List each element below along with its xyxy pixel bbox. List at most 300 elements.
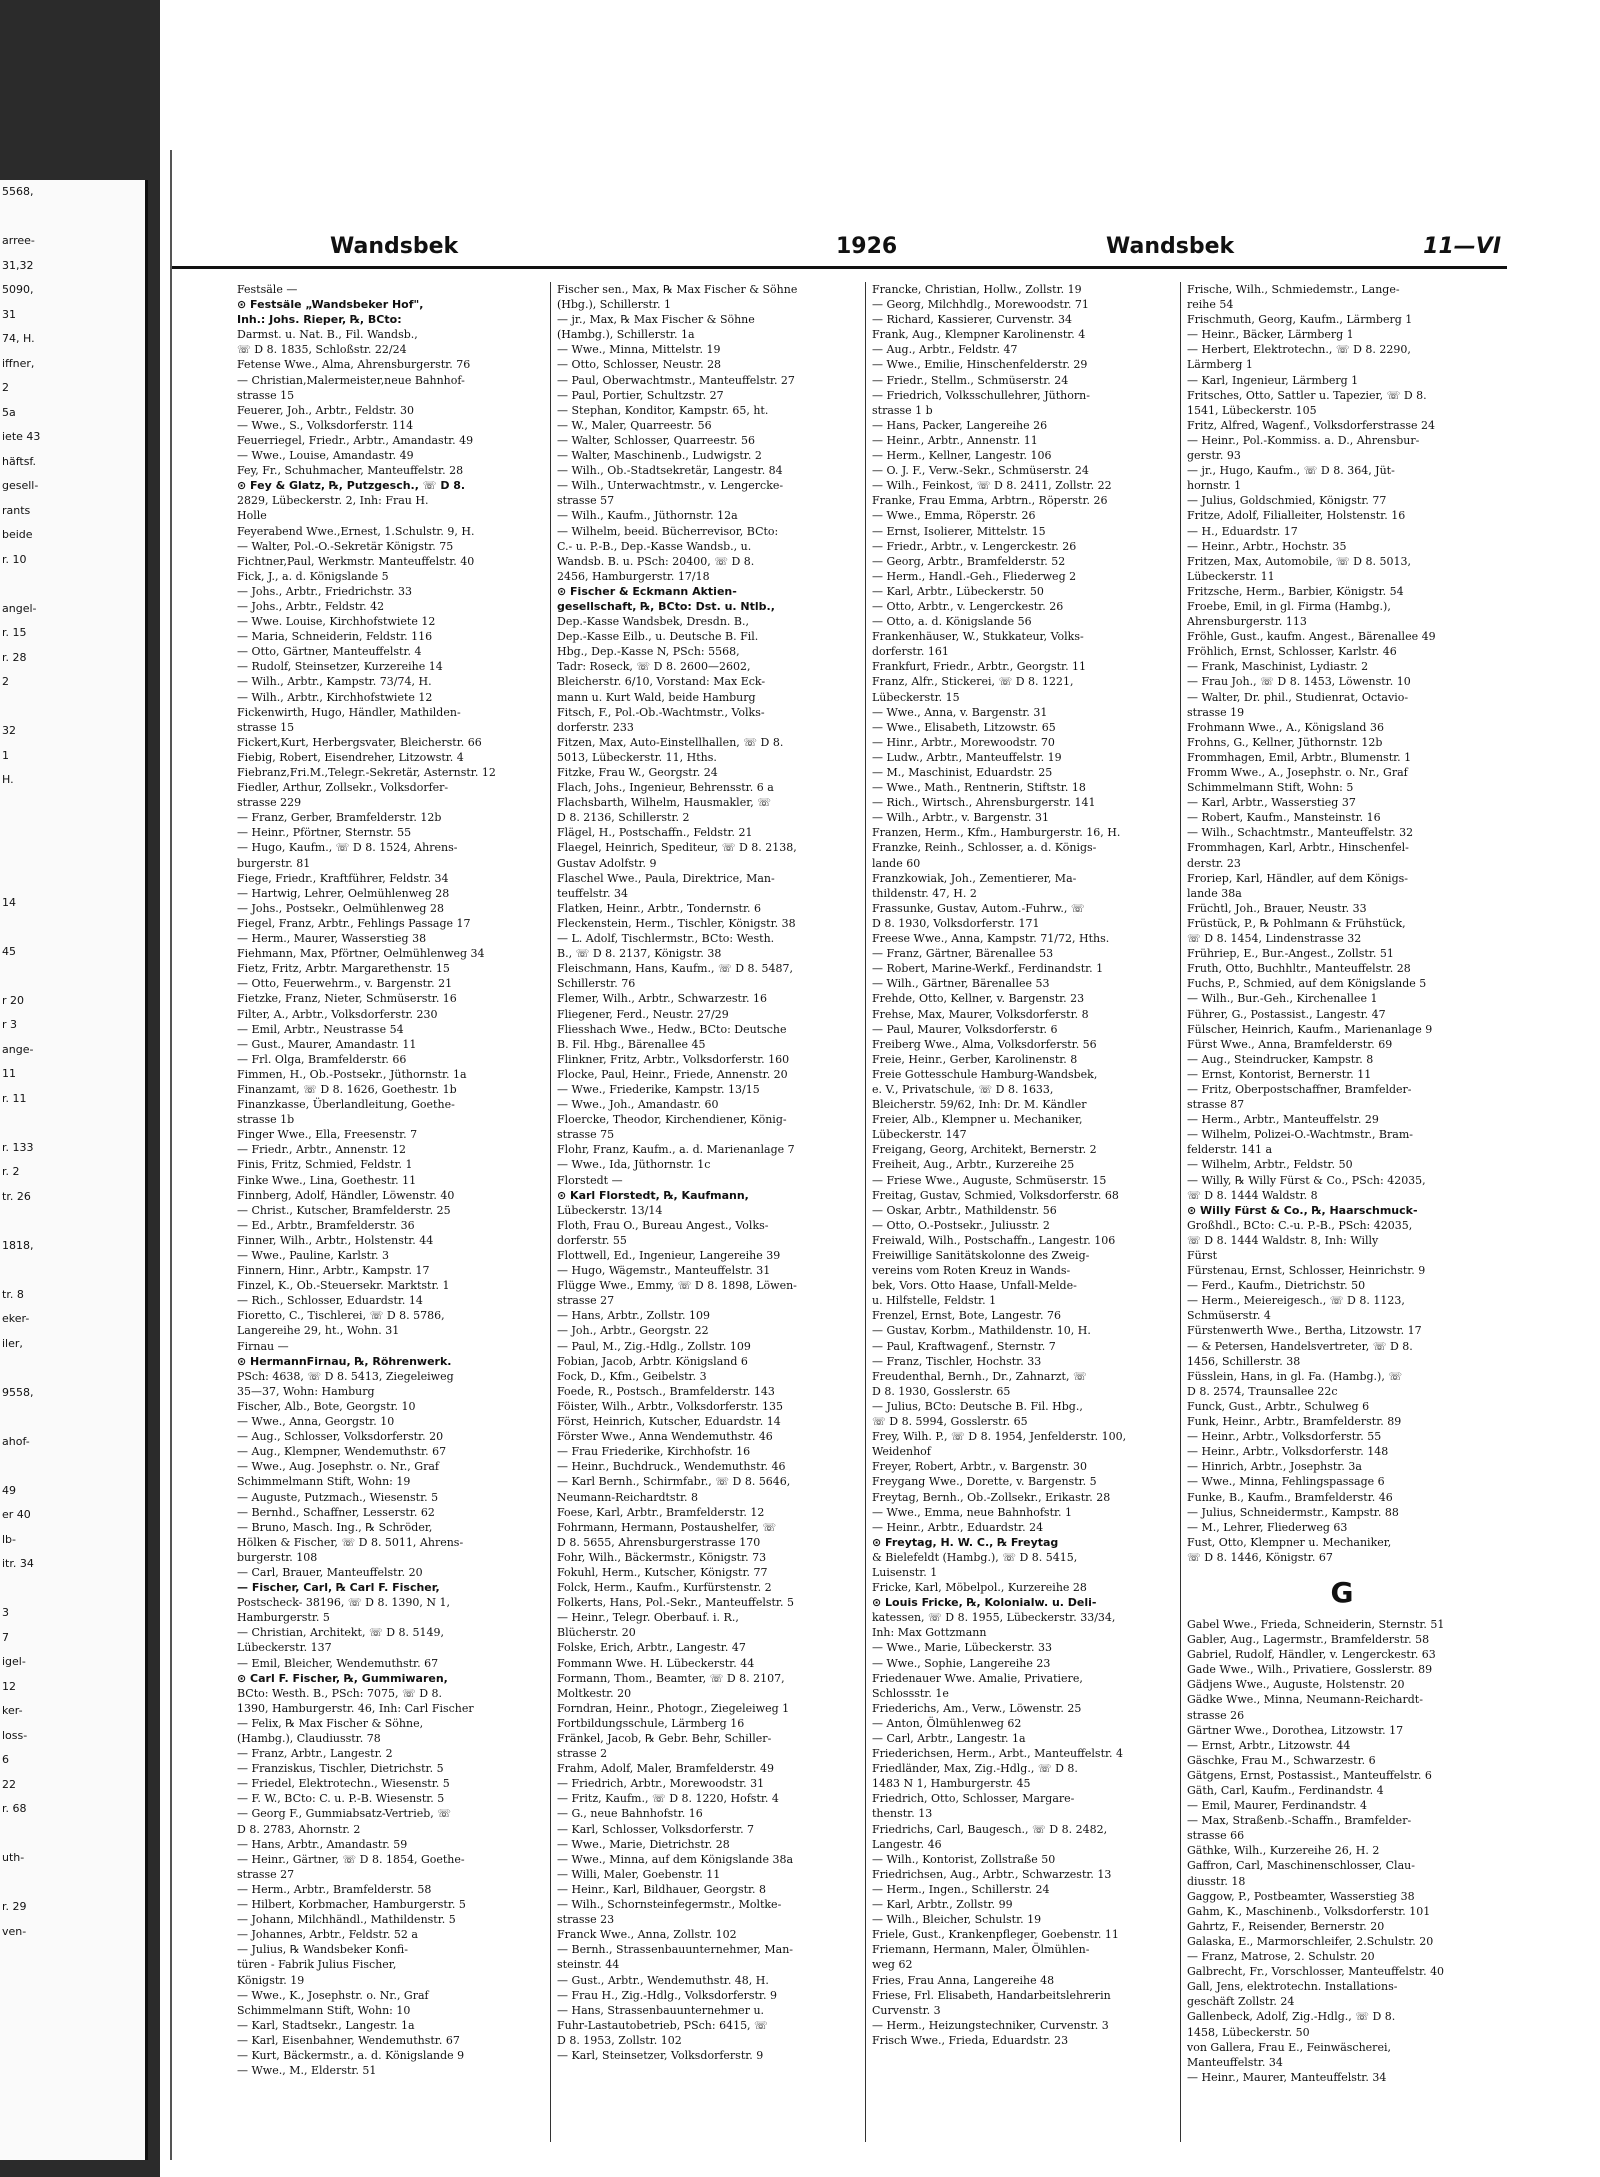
directory-entry: — Aug., Arbtr., Feldstr. 47 [872,343,1018,357]
directory-entry: — Wwe., Anna, Georgstr. 10 [237,1415,395,1429]
directory-entry: ⊙ Festsäle „Wandsbeker Hof", [237,298,424,312]
directory-entry: — Wilh., Arbtr., v. Bargenstr. 31 [872,811,1049,825]
directory-entry: 1541, Lübeckerstr. 105 [1187,403,1317,417]
directory-entry: — Friedrich, Arbtr., Morewoodstr. 31 [557,1777,765,1791]
directory-entry: — Frank, Maschinist, Lydiastr. 2 [1187,660,1369,674]
directory-entry: Fimmen, H., Ob.-Postsekr., Jüthornstr. 1a [237,1067,467,1081]
directory-entry: Gabel Wwe., Frieda, Schneiderin, Sternstr. 51 [1187,1617,1445,1631]
directory-entry: — Willi, Maler, Goebenstr. 11 [557,1867,721,1881]
left-page-text-fragment: arree- [2,234,35,247]
directory-entry: — Wwe., S., Volksdorferstr. 114 [237,418,414,432]
directory-entry: Friedenauer Wwe. Amalie, Privatiere, [872,1671,1083,1685]
directory-entry: Frühriep, E., Bur.-Angest., Zollstr. 51 [1187,947,1394,961]
directory-entry: Froriep, Karl, Händler, auf dem Königs- [1187,871,1408,885]
directory-entry: Gustav Adolfstr. 9 [557,856,657,870]
left-page-text-fragment: uth- [2,1851,25,1864]
directory-entry: & Bielefeldt (Hambg.), ☏ D 8. 5415, [872,1550,1078,1564]
directory-entry: Freie Gottesschule Hamburg-Wandsbek, [872,1067,1098,1081]
left-page-text-fragment [0,866,145,891]
directory-entry: — Heinr., Bäcker, Lärmberg 1 [1187,328,1354,342]
left-page-text-fragment: 3 [2,1606,9,1619]
directory-entry: Florstedt — [557,1173,623,1187]
directory-entry: — Georg, Milchhdlg., Morewoodstr. 71 [872,298,1089,312]
directory-entry: — Herm., Maurer, Wasserstieg 38 [237,932,427,946]
directory-entry: — Frau H., Zig.-Hdlg., Volksdorferstr. 9 [557,1988,777,2002]
left-page-text-fragment: ahof- [2,1434,30,1448]
directory-entry: Folkerts, Hans, Pol.-Sekr., Manteuffelstr. 5 [557,1596,794,1610]
directory-entry: — Ernst, Kontorist, Bernerstr. 11 [1187,1067,1372,1081]
directory-entry: — H., Eduardstr. 17 [1187,524,1298,538]
directory-entry: Curvenstr. 3 [872,2003,941,2017]
directory-entry: Schlossstr. 1e [872,1686,949,1700]
directory-entry: Großhdl., BCto: C.-u. P.-B., PSch: 42035, [1187,1218,1413,1232]
directory-entry: Finner, Wilh., Arbtr., Holstenstr. 44 [237,1233,434,1247]
directory-entry: — Wwe., Ida, Jüthornstr. 1c [557,1158,711,1172]
directory-entry: Frommhagen, Karl, Arbtr., Hinschenfel- [1187,841,1409,855]
directory-entry: Freie, Heinr., Gerber, Karolinenstr. 8 [872,1052,1078,1066]
directory-entry: ⊙ Carl F. Fischer, ℞, Gummiwaren, [237,1671,448,1685]
directory-entry: — Heinr., Maurer, Manteuffelstr. 34 [1187,2070,1387,2084]
directory-entry: e. V., Privatschule, ☏ D 8. 1633, [872,1082,1054,1096]
left-page-text-fragment: 5090, [2,283,34,296]
directory-entry: u. Hilfstelle, Feldstr. 1 [872,1294,997,1308]
directory-entry: — Ludw., Arbtr., Manteuffelstr. 19 [872,750,1062,764]
directory-entry: Fioretto, C., Tischlerei, ☏ D 8. 5786, [237,1309,445,1323]
directory-entry: Feyerabend Wwe.,Ernest, 1.Schulstr. 9, H. [237,524,475,538]
directory-entry: Gade Wwe., Wilh., Privatiere, Gosslerstr. 89 [1187,1663,1433,1677]
directory-entry: Frohmann Wwe., A., Königsland 36 [1187,720,1384,734]
left-page-text-fragment: 14 [2,895,16,909]
directory-entry: — Hans, Arbtr., Zollstr. 109 [557,1309,710,1323]
left-page-text-fragment: r. 28 [2,650,27,664]
directory-entry: — Karl, Arbtr., Wasserstieg 37 [1187,796,1356,810]
directory-entry: Fickenwirth, Hugo, Händler, Mathilden- [237,705,461,719]
directory-entry: — Wwe., Marie, Lübeckerstr. 33 [872,1641,1052,1655]
column-1 [237,282,547,2142]
directory-entry: — Heinr., Pförtner, Sternstr. 55 [237,826,412,840]
directory-entry: — & Petersen, Handelsvertreter, ☏ D 8. [1187,1339,1413,1353]
directory-entry: (Hambg.), Schillerstr. 1a [557,328,695,342]
directory-entry: — Wwe., Emma, neue Bahnhofstr. 1 [872,1505,1073,1519]
directory-entry: — Hartwig, Lehrer, Oelmühlenweg 28 [237,886,450,900]
directory-entry: — Franz, Arbtr., Langestr. 2 [237,1747,393,1761]
left-page-text-fragment: r. 10 [2,552,27,566]
directory-entry: — Herm., Arbtr., Bramfelderstr. 58 [237,1882,432,1896]
directory-entry: Flaegel, Heinrich, Spediteur, ☏ D 8. 2138, [557,841,797,855]
left-page-text-fragment: er 40 [2,1508,31,1521]
directory-entry: — Herm., Arbtr., Manteuffelstr. 29 [1187,1113,1379,1127]
directory-entry: — Wwe., Minna, Fehlingspassage 6 [1187,1475,1385,1489]
directory-entry: — Wwe., K., Josephstr. o. Nr., Graf [237,1988,429,2002]
directory-entry: Weidenhof [872,1445,931,1459]
directory-page [170,150,1572,2160]
left-page-text-fragment: H. [2,773,14,786]
directory-entry: — Heinr., Karl, Bildhauer, Georgstr. 8 [557,1882,767,1896]
left-page-text-fragment: gesell- [2,479,39,492]
directory-entry: — Wilh., Arbtr., Kampstr. 73/74, H. [237,675,432,689]
directory-entry: — Karl, Steinsetzer, Volksdorferstr. 9 [557,2048,764,2062]
directory-entry: — Karl, Schlosser, Volksdorferstr. 7 [557,1822,755,1836]
directory-entry: — Robert, Marine-Werkf., Ferdinandstr. 1 [872,962,1104,976]
directory-entry: — Kurt, Bäckermstr., a. d. Königslande 9 [237,2048,465,2062]
directory-entry: — Anton, Ölmühlenweg 62 [872,1716,1022,1730]
left-page-text-fragment: 2 [2,675,9,688]
directory-entry: — Heinr., Arbtr., Annenstr. 11 [872,433,1038,447]
directory-entry: — Heinr., Pol.-Kommiss. a. D., Ahrensbur- [1187,433,1420,447]
directory-entry: — Aug., Schlosser, Volksdorferstr. 20 [237,1430,444,1444]
directory-entry: — Walter, Pol.-O.-Sekretär Königstr. 75 [237,539,454,553]
directory-entry: — Gust., Maurer, Amandastr. 11 [237,1037,417,1051]
directory-entry: Fritsches, Otto, Sattler u. Tapezier, ☏ D 8. [1187,388,1427,402]
left-page-text-fragment: itr. 34 [2,1557,34,1570]
directory-entry: Franzen, Herm., Kfm., Hamburgerstr. 16, H. [872,826,1121,840]
directory-entry: — Emil, Bleicher, Wendemuthstr. 67 [237,1656,439,1670]
left-page-text-fragment: angel- [2,601,37,615]
left-page-text-fragment: lb- [2,1532,17,1546]
directory-entry: — Paul, Oberwachtmstr., Manteuffelstr. 27 [557,373,795,387]
directory-entry: ⊙ Fischer & Eckmann Aktien- [557,584,737,598]
left-page-text-fragment [0,817,145,842]
directory-entry: ☏ D 8. 5994, Gosslerstr. 65 [872,1415,1028,1429]
directory-entry: Franzkowiak, Joh., Zementierer, Ma- [872,871,1077,885]
directory-entry: ⊙ HermannFirnau, ℞, Röhrenwerk. [237,1354,452,1368]
left-page-text-fragment: ange- [2,1042,34,1056]
directory-entry: ☏ D 8. 1835, Schloßstr. 22/24 [237,343,407,357]
directory-entry: Gädjens Wwe., Auguste, Holstenstr. 20 [1187,1678,1405,1692]
directory-entry: — M., Lehrer, Fliederweg 63 [1187,1520,1348,1534]
directory-entry: Froebe, Emil, in gl. Firma (Hambg.), [1187,599,1391,613]
directory-entry: Fuchs, P., Schmied, auf dem Königslande 5 [1187,977,1427,991]
directory-entry: Fock, D., Kfm., Geibelstr. 3 [557,1369,707,1383]
directory-entry: C.- u. P.-B., Dep.-Kasse Wandsb., u. [557,539,752,553]
directory-entry: — Franz, Gerber, Bramfelderstr. 12b [237,811,442,825]
directory-entry: Inh.: Johs. Rieper, ℞, BCto: [237,313,402,327]
directory-entry: Flohr, Franz, Kaufm., a. d. Marienanlage 7 [557,1143,795,1157]
header-right-title: Wandsbek [1106,234,1235,259]
directory-entry: — Wwe., Joh., Amandastr. 60 [557,1098,719,1112]
directory-entry: — Oskar, Arbtr., Mathildenstr. 56 [872,1203,1057,1217]
directory-entry: — Heinr., Arbtr., Volksdorferstr. 55 [1187,1430,1382,1444]
directory-entry: — Johs., Arbtr., Friedrichstr. 33 [237,584,413,598]
directory-entry: Franzke, Reinh., Schlosser, a. d. Königs- [872,841,1097,855]
directory-entry: Fröhlich, Ernst, Schlosser, Karlstr. 46 [1187,645,1397,659]
directory-entry: Frommhagen, Emil, Arbtr., Blumenstr. 1 [1187,750,1412,764]
directory-entry: Freytag, Bernh., Ob.-Zollsekr., Erikastr. 28 [872,1490,1111,1504]
directory-entry: Wandsb. B. u. PSch: 20400, ☏ D 8. [557,554,755,568]
left-page-text-fragment [0,1111,145,1136]
directory-entry: Bleicherstr. 59/62, Inh: Dr. M. Kändler [872,1098,1087,1112]
directory-entry: — Hans, Packer, Langereihe 26 [872,418,1048,432]
directory-entry: Frohns, G., Kellner, Jüthornstr. 12b [1187,735,1383,749]
directory-entry: strasse 19 [1187,705,1245,719]
directory-entry: dorferstr. 55 [557,1233,627,1247]
directory-entry: Langestr. 46 [872,1837,942,1851]
directory-entry: Frahm, Adolf, Maler, Bramfelderstr. 49 [557,1762,774,1776]
left-page-text-fragment: 22 [2,1777,16,1791]
left-page-text-fragment [0,1822,145,1847]
directory-entry: strasse 75 [557,1128,615,1142]
directory-entry: reihe 54 [1187,298,1234,312]
left-page-text-fragment [0,915,145,940]
directory-entry: ⊙ Willy Fürst & Co., ℞, Haarschmuck- [1187,1203,1418,1217]
directory-entry: Flottwell, Ed., Ingenieur, Langereihe 39 [557,1249,781,1262]
directory-entry: — Friese Wwe., Auguste, Schmüserstr. 15 [872,1173,1107,1187]
directory-entry: — Bernh., Strassenbauunternehmer, Man- [557,1943,793,1957]
directory-entry: Fitzke, Frau W., Georgstr. 24 [557,766,718,779]
directory-entry: Flügge Wwe., Emmy, ☏ D 8. 1898, Löwen- [557,1279,797,1293]
directory-entry: strasse 26 [1187,1708,1245,1722]
directory-entry: Fliegener, Ferd., Neustr. 27/29 [557,1007,729,1021]
directory-entry: Frehse, Max, Maurer, Volksdorferstr. 8 [872,1007,1089,1021]
directory-entry: Först, Heinrich, Kutscher, Eduardstr. 14 [557,1415,781,1429]
directory-entry: — Fritz, Kaufm., ☏ D 8. 1220, Hofstr. 4 [557,1792,779,1806]
directory-entry: — Wilh., Bleicher, Schulstr. 19 [872,1913,1042,1927]
directory-entry: Finanzamt, ☏ D 8. 1626, Goethestr. 1b [237,1082,457,1096]
directory-entry: Freyer, Robert, Arbtr., v. Bargenstr. 30 [872,1460,1088,1474]
directory-entry: Fries, Frau Anna, Langereihe 48 [872,1973,1055,1987]
directory-entry: — Ed., Arbtr., Bramfelderstr. 36 [237,1218,415,1232]
directory-entry: — Christian, Architekt, ☏ D 8. 5149, [237,1626,445,1640]
directory-entry: — Herbert, Elektrotechn., ☏ D 8. 2290, [1187,343,1411,357]
directory-entry: — Hinrich, Arbtr., Josephstr. 3a [1187,1460,1362,1474]
directory-entry: Fritzsche, Herm., Barbier, Königstr. 54 [1187,584,1404,598]
directory-entry: Festsäle — [237,283,298,296]
directory-entry: Bleicherstr. 6/10, Vorstand: Max Eck- [557,675,766,689]
directory-entry: D 8. 2136, Schillerstr. 2 [557,811,690,825]
directory-entry: Fritzen, Max, Automobile, ☏ D 8. 5013, [1187,554,1411,568]
directory-entry: mann u. Kurt Wald, beide Hamburg [557,690,756,704]
directory-entry: Postscheck- 38196, ☏ D 8. 1390, N 1, [237,1596,451,1610]
directory-entry: — Joh., Arbtr., Georgstr. 22 [557,1324,709,1338]
directory-entry: — Heinr., Gärtner, ☏ D 8. 1854, Goethe- [237,1852,465,1866]
directory-entry: Fortbildungsschule, Lärmberg 16 [557,1716,745,1730]
directory-entry: — F. W., BCto: C. u. P.-B. Wiesenstr. 5 [237,1792,445,1806]
left-page-text-fragment: iler, [2,1336,23,1350]
directory-entry: Fick, J., a. d. Königslande 5 [237,569,389,583]
directory-entry: 2829, Lübeckerstr. 2, Inh: Frau H. [237,494,429,508]
directory-entry: — Aug., Klempner, Wendemuthstr. 67 [237,1445,447,1459]
left-page-text-fragment: 12 [2,1679,16,1693]
directory-entry: — Karl, Ingenieur, Lärmberg 1 [1187,373,1359,387]
directory-entry: Führer, G., Postassist., Langestr. 47 [1187,1007,1386,1021]
left-page-text-fragment: r. 2 [2,1165,20,1178]
directory-entry: thildenstr. 47, H. 2 [872,886,977,900]
directory-entry: — Wilh., Arbtr., Kirchhofstwiete 12 [237,690,433,704]
directory-entry: — Herm., Heizungstechniker, Curvenstr. 3 [872,2018,1109,2032]
directory-entry: Fleckenstein, Herm., Tischler, Königstr. 38 [557,916,796,930]
directory-entry: — Bruno, Masch. Ing., ℞ Schröder, [237,1520,433,1534]
directory-entry: strasse 87 [1187,1098,1245,1112]
directory-entry: — Herm., Ingen., Schillerstr. 24 [872,1882,1050,1896]
directory-entry: — Max, Straßenb.-Schaffn., Bramfelder- [1187,1814,1412,1828]
left-page-text-fragment: 11 [2,1067,16,1080]
directory-entry: Schmüserstr. 4 [1187,1309,1271,1323]
directory-entry: Flocke, Paul, Heinr., Friede, Annenstr. 20 [557,1067,788,1081]
directory-entry: — Carl, Arbtr., Langestr. 1a [872,1732,1026,1745]
directory-entry: strasse 1b [237,1113,295,1127]
left-page-text-fragment [0,1356,145,1381]
directory-entry: Schimmelmann Stift, Wohn: 5 [1187,781,1354,795]
directory-entry: Filter, A., Arbtr., Volksdorferstr. 230 [237,1007,438,1021]
directory-entry: Freier, Alb., Klempner u. Mechaniker, [872,1113,1083,1127]
directory-entry: — Walter, Schlosser, Quarreestr. 56 [557,433,755,447]
directory-entry: Schimmelmann Stift, Wohn: 19 [237,1475,411,1489]
directory-entry: Forndran, Heinr., Photogr., Ziegeleiweg 1 [557,1701,790,1715]
directory-entry: Frankenhäuser, W., Stukkateur, Volks- [872,630,1084,644]
directory-entry: — Stephan, Konditor, Kampstr. 65, ht. [557,403,769,417]
left-page-text-fragment: beide [2,528,33,541]
directory-entry: — Emil, Arbtr., Neustrasse 54 [237,1022,404,1036]
directory-entry: thenstr. 13 [872,1807,933,1821]
directory-entry: dorferstr. 233 [557,720,634,734]
directory-entry: von Gallera, Frau E., Feinwäscherei, [1187,2040,1391,2054]
directory-entry: vereins vom Roten Kreuz in Wands- [872,1264,1071,1278]
directory-entry: Lübeckerstr. 15 [872,690,960,704]
directory-entry: Freiwillige Sanitätskolonne des Zweig- [872,1249,1090,1262]
column-2 [557,282,867,2142]
directory-entry: Gärtner Wwe., Dorothea, Litzowstr. 17 [1187,1723,1404,1737]
directory-entry: strasse 1 b [872,403,933,417]
directory-entry: — Bernhd., Schaffner, Lesserstr. 62 [237,1505,435,1519]
directory-entry: — Friedr., Stellm., Schmüserstr. 24 [872,373,1069,387]
directory-entry: Gäthke, Wilh., Kurzereihe 26, H. 2 [1187,1844,1380,1858]
directory-entry: Gahrtz, F., Reisender, Bernerstr. 20 [1187,1919,1385,1933]
left-page-text-fragment [0,1871,145,1896]
directory-entry: D 8. 2574, Traunsallee 22c [1187,1384,1338,1398]
directory-entry: Fickert,Kurt, Herbergsvater, Bleicherstr. 66 [237,735,482,749]
directory-entry: Fritz, Alfred, Wagenf., Volksdorferstrasse 24 [1187,418,1435,432]
header-left-title: Wandsbek [330,234,459,259]
directory-entry: Fürstenwerth Wwe., Bertha, Litzowstr. 17 [1187,1324,1422,1338]
directory-entry: Fischer sen., Max, ℞ Max Fischer & Söhne [557,283,798,296]
left-page-text-fragment: 32 [2,724,16,737]
directory-entry: Friedländer, Max, Zig.-Hdlg., ☏ D 8. [872,1762,1078,1776]
left-page-text-fragment [0,205,145,230]
directory-entry: ⊙ Karl Florstedt, ℞, Kaufmann, [557,1188,749,1202]
directory-entry: — O. J. F., Verw.-Sekr., Schmüserstr. 24 [872,464,1089,478]
directory-entry: hornstr. 1 [1187,479,1242,493]
directory-entry: Lübeckerstr. 137 [237,1641,332,1655]
directory-entry: Freygang Wwe., Dorette, v. Bargenstr. 5 [872,1475,1097,1489]
directory-entry: Franck Wwe., Anna, Zollstr. 102 [557,1928,737,1942]
directory-entry: — Wilh., Gärtner, Bärenallee 53 [872,977,1050,991]
directory-entry: Fürst Wwe., Anna, Bramfelderstr. 69 [1187,1037,1393,1051]
left-page-text-fragment: r 3 [2,1018,18,1031]
directory-entry: — Hinr., Arbtr., Morewoodstr. 70 [872,735,1055,749]
directory-entry: — Christ., Kutscher, Bramfelderstr. 25 [237,1203,451,1217]
directory-entry: derstr. 23 [1187,856,1241,870]
directory-entry: Blücherstr. 20 [557,1626,636,1640]
directory-entry: ⊙ Fey & Glatz, ℞, Putzgesch., ☏ D 8. [237,479,466,493]
left-page-text-fragment: loss- [2,1728,28,1742]
header-year: 1926 [836,234,898,259]
directory-entry: katessen, ☏ D 8. 1955, Lübeckerstr. 33/34, [872,1611,1116,1625]
directory-entry: Dep.-Kasse Wandsbek, Dresdn. B., [557,615,749,629]
directory-entry: — Wilh., Schachtmstr., Manteuffelstr. 32 [1187,826,1414,840]
left-page-text-fragment: tr. 8 [2,1287,24,1301]
left-page-text-fragment: tr. 26 [2,1189,31,1203]
left-page-text-fragment: 5a [2,405,16,419]
directory-entry: Fitsch, F., Pol.-Ob.-Wachtmstr., Volks- [557,705,765,719]
directory-entry: — Wilh., Kaufm., Jüthornstr. 12a [557,509,738,523]
left-page-text-fragment [0,1454,145,1479]
directory-entry: teuffelstr. 34 [557,886,628,900]
directory-entry: — Otto, Arbtr., v. Lengerckestr. 26 [872,599,1064,613]
left-page-text-fragment: 7 [2,1630,9,1644]
directory-entry: Firnau — [237,1339,289,1353]
directory-entry: — Christian,Malermeister,neue Bahnhof- [237,373,465,387]
directory-entry: Langereihe 29, ht., Wohn. 31 [237,1324,400,1338]
directory-entry: Föister, Wilh., Arbtr., Volksdorferstr. 135 [557,1399,783,1413]
directory-entry: — Hugo, Kaufm., ☏ D 8. 1524, Ahrens- [237,841,458,855]
directory-entry: Formann, Thom., Beamter, ☏ D 8. 2107, [557,1671,785,1685]
directory-entry: Fietz, Fritz, Arbtr. Margarethenstr. 15 [237,962,450,976]
directory-entry: Feuerer, Joh., Arbtr., Feldstr. 30 [237,403,414,417]
directory-entry: — Hans, Arbtr., Amandastr. 59 [237,1837,408,1851]
left-page-text-fragment [0,842,145,867]
directory-entry: Frisch Wwe., Frieda, Eduardstr. 23 [872,2033,1069,2047]
directory-entry: — W., Maler, Quarreestr. 56 [557,418,712,432]
directory-entry: — Wilh., Kontorist, Zollstraße 50 [872,1852,1056,1866]
directory-entry: Folske, Erich, Arbtr., Langestr. 47 [557,1641,746,1655]
directory-entry: Lübeckerstr. 13/14 [557,1203,663,1217]
directory-entry: diusstr. 18 [1187,1874,1246,1888]
directory-entry: Fiehmann, Max, Pförtner, Oelmühlenweg 34 [237,947,485,961]
directory-entry: strasse 2 [557,1747,608,1761]
directory-entry: Friese, Frl. Elisabeth, Handarbeitslehrerin [872,1988,1111,2002]
directory-entry: — Otto, Schlosser, Neustr. 28 [557,358,722,372]
directory-entry: — jr., Hugo, Kaufm., ☏ D 8. 364, Jüt- [1187,464,1395,478]
directory-entry: Schimmelmann Stift, Wohn: 10 [237,2003,411,2017]
directory-entry: — Willy, ℞ Willy Fürst & Co., PSch: 42035, [1187,1173,1426,1187]
directory-entry: Freiberg Wwe., Alma, Volksdorferstr. 56 [872,1037,1097,1051]
directory-entry: — Herm., Kellner, Langestr. 106 [872,449,1052,463]
directory-entry: — Paul, Kraftwagenf., Sternstr. 7 [872,1339,1056,1353]
directory-entry: Flemer, Wilh., Arbtr., Schwarzestr. 16 [557,992,767,1006]
directory-entry: — Richard, Kassierer, Curvenstr. 34 [872,313,1072,327]
directory-entry: Fobian, Jacob, Arbtr. Königsland 6 [557,1354,748,1368]
directory-entry: — Franz, Tischler, Hochstr. 33 [872,1354,1042,1368]
directory-entry: — Hugo, Wägemstr., Manteuffelstr. 31 [557,1264,771,1278]
directory-entry: — Wwe., Minna, Mittelstr. 19 [557,343,721,357]
left-page-text-fragment: 5568, [2,185,34,198]
directory-entry: — Wilh., Schornsteinfegermstr., Moltke- [557,1898,782,1912]
directory-entry: Flinkner, Fritz, Arbtr., Volksdorferstr. 160 [557,1052,790,1066]
directory-entry: Flachsbarth, Wilhelm, Hausmakler, ☏ [557,796,772,810]
directory-entry: ☏ D 8. 1444 Waldstr. 8, Inh: Willy [1187,1233,1379,1247]
directory-entry: Fischer, Alb., Bote, Georgstr. 10 [237,1399,416,1413]
directory-entry: Gäth, Carl, Kaufm., Ferdinandstr. 4 [1187,1784,1384,1797]
directory-entry: Freudenthal, Bernh., Dr., Zahnarzt, ☏ [872,1369,1087,1383]
directory-entry: Francke, Christian, Hollw., Zollstr. 19 [872,283,1082,296]
directory-entry: D 8. 2783, Ahornstr. 2 [237,1822,361,1836]
directory-entry: — Aug., Steindrucker, Kampstr. 8 [1187,1052,1374,1066]
directory-entry: — Wwe., Math., Rentnerin, Stiftstr. 18 [872,781,1086,795]
directory-entry: Freiheit, Aug., Arbtr., Kurzereihe 25 [872,1158,1075,1172]
left-page-text-fragment: ven- [2,1924,27,1938]
directory-entry: — Wilhelm, Arbtr., Feldstr. 50 [1187,1158,1353,1172]
directory-entry: — Karl, Stadtsekr., Langestr. 1a [237,2018,415,2032]
directory-entry: Früchtl, Joh., Brauer, Neustr. 33 [1187,901,1367,915]
directory-entry: — Otto, a. d. Königslande 56 [872,615,1032,629]
directory-entry: lande 38a [1187,886,1242,900]
directory-entry: ⊙ Louis Fricke, ℞, Kolonialw. u. Deli- [872,1596,1097,1610]
directory-entry: Fohrmann, Hermann, Postaushelfer, ☏ [557,1520,777,1534]
left-page-text-fragment: 31,32 [2,258,34,272]
directory-entry: Fleischmann, Hans, Kaufm., ☏ D 8. 5487, [557,962,793,976]
directory-entry: — Wwe., Elisabeth, Litzowstr. 65 [872,720,1056,734]
left-page-text-fragment: r. 15 [2,626,27,639]
